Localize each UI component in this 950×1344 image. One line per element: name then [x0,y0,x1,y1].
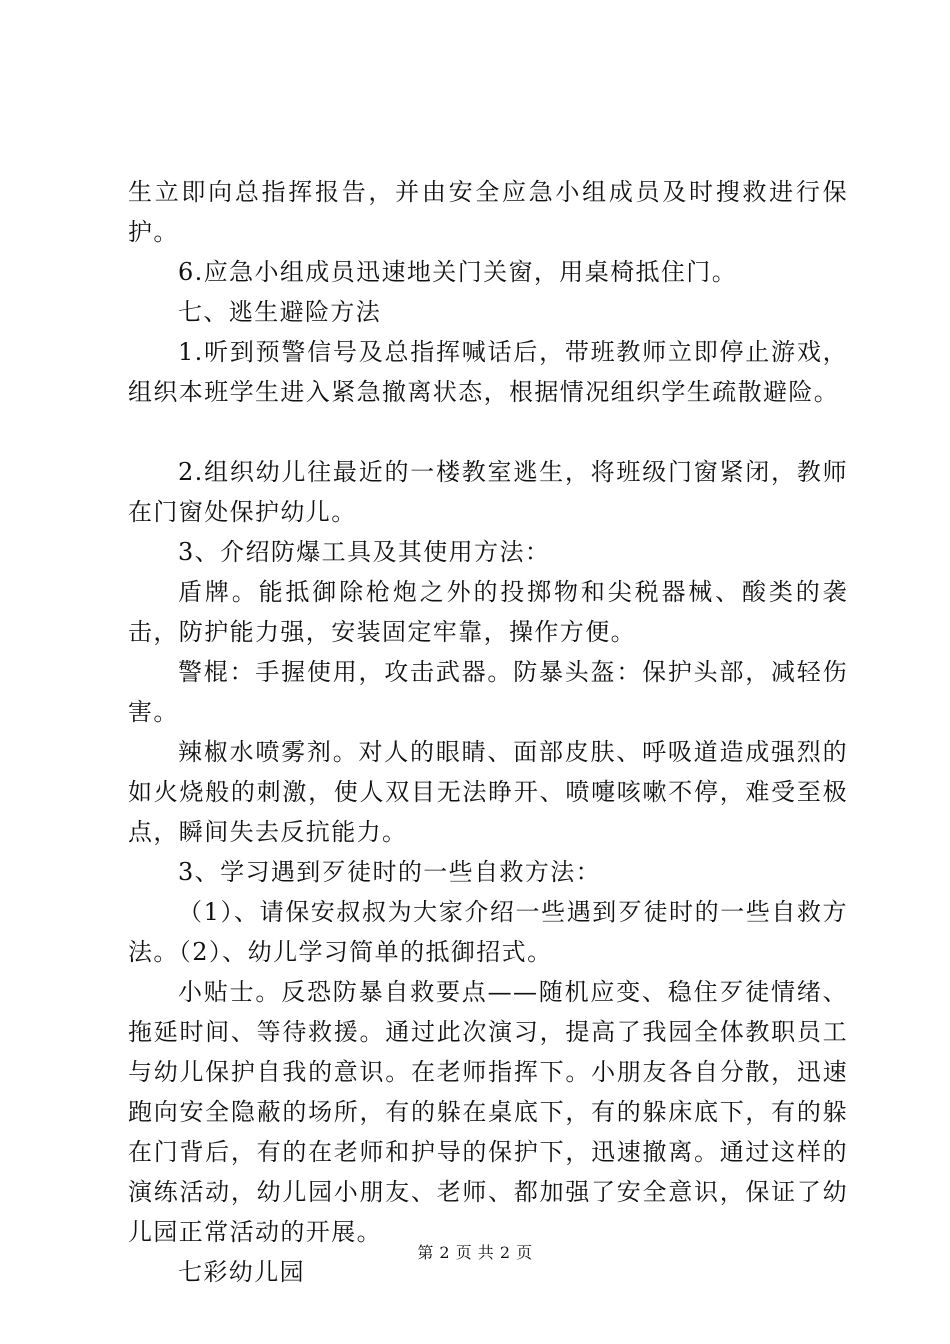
section-heading-escape: 七、逃生避险方法 [178,298,382,326]
paragraph-pepper-spray: 辣椒水喷雾剂。对人的眼睛、面部皮肤、呼吸道造成强烈的如火烧般的刺激，使人双目无法睁开、喷嚏咳嗽不停，难受至极点，瞬间失去反抗能力。 [128,738,848,846]
paragraph-item-2: 2.组织幼儿往最近的一楼教室逃生，将班级门窗紧闭，教师在门窗处保护幼儿。 [128,458,848,526]
paragraph-selfrescue-steps: （1）、请保安叔叔为大家介绍一些遇到歹徒时的一些自救方法。（2）、幼儿学习简单的抵御招式。 [128,898,848,966]
page-number-footer: 第 2 页 共 2 页 [417,1243,533,1262]
paragraph-baton-helmet: 警棍：手握使用，攻击武器。防暴头盔：保护头部，减轻伤害。 [128,658,848,726]
paragraph-item-3-selfrescue: 3、学习遇到歹徒时的一些自救方法： [178,858,602,886]
blank-line [128,412,848,452]
document-body [128,172,848,1292]
paragraph-continuation: 生立即向总指挥报告，并由安全应急小组成员及时搜救进行保护。 [128,178,848,246]
paragraph-item-1: 1.听到预警信号及总指挥喊话后，带班教师立即停止游戏，组织本班学生进入紧急撤离状态，根据情况组织学生疏散避险。 [128,338,848,406]
paragraph-shield: 盾牌。能抵御除枪炮之外的投掷物和尖税器械、酸类的袭击，防护能力强，安装固定牢靠，操作方便。 [128,578,848,646]
paragraph-item-3-tools: 3、介绍防爆工具及其使用方法： [178,538,551,566]
paragraph-item-6: 6.应急小组成员迅速地关门关窗，用桌椅抵住门。 [178,258,738,286]
paragraph-tips: 小贴士。反恐防暴自救要点——随机应变、稳住歹徒情绪、拖延时间、等待救援。通过此次演习，提高了我园全体教职员工与幼儿保护自我的意识。在老师指挥下。小朋友各自分散，迅速跑向安全隐蔽的场所，有的躲在桌底下，有的躲床底下，有的躲在门背后，有的在老师和护导的保护下，迅速撤离。通过这样的演练活动，幼儿园小朋友、老师、都加强了安全意识，保证了幼儿园正常活动的开展。 [128,978,848,1246]
signature-kindergarten: 七彩幼儿园 [178,1258,305,1286]
